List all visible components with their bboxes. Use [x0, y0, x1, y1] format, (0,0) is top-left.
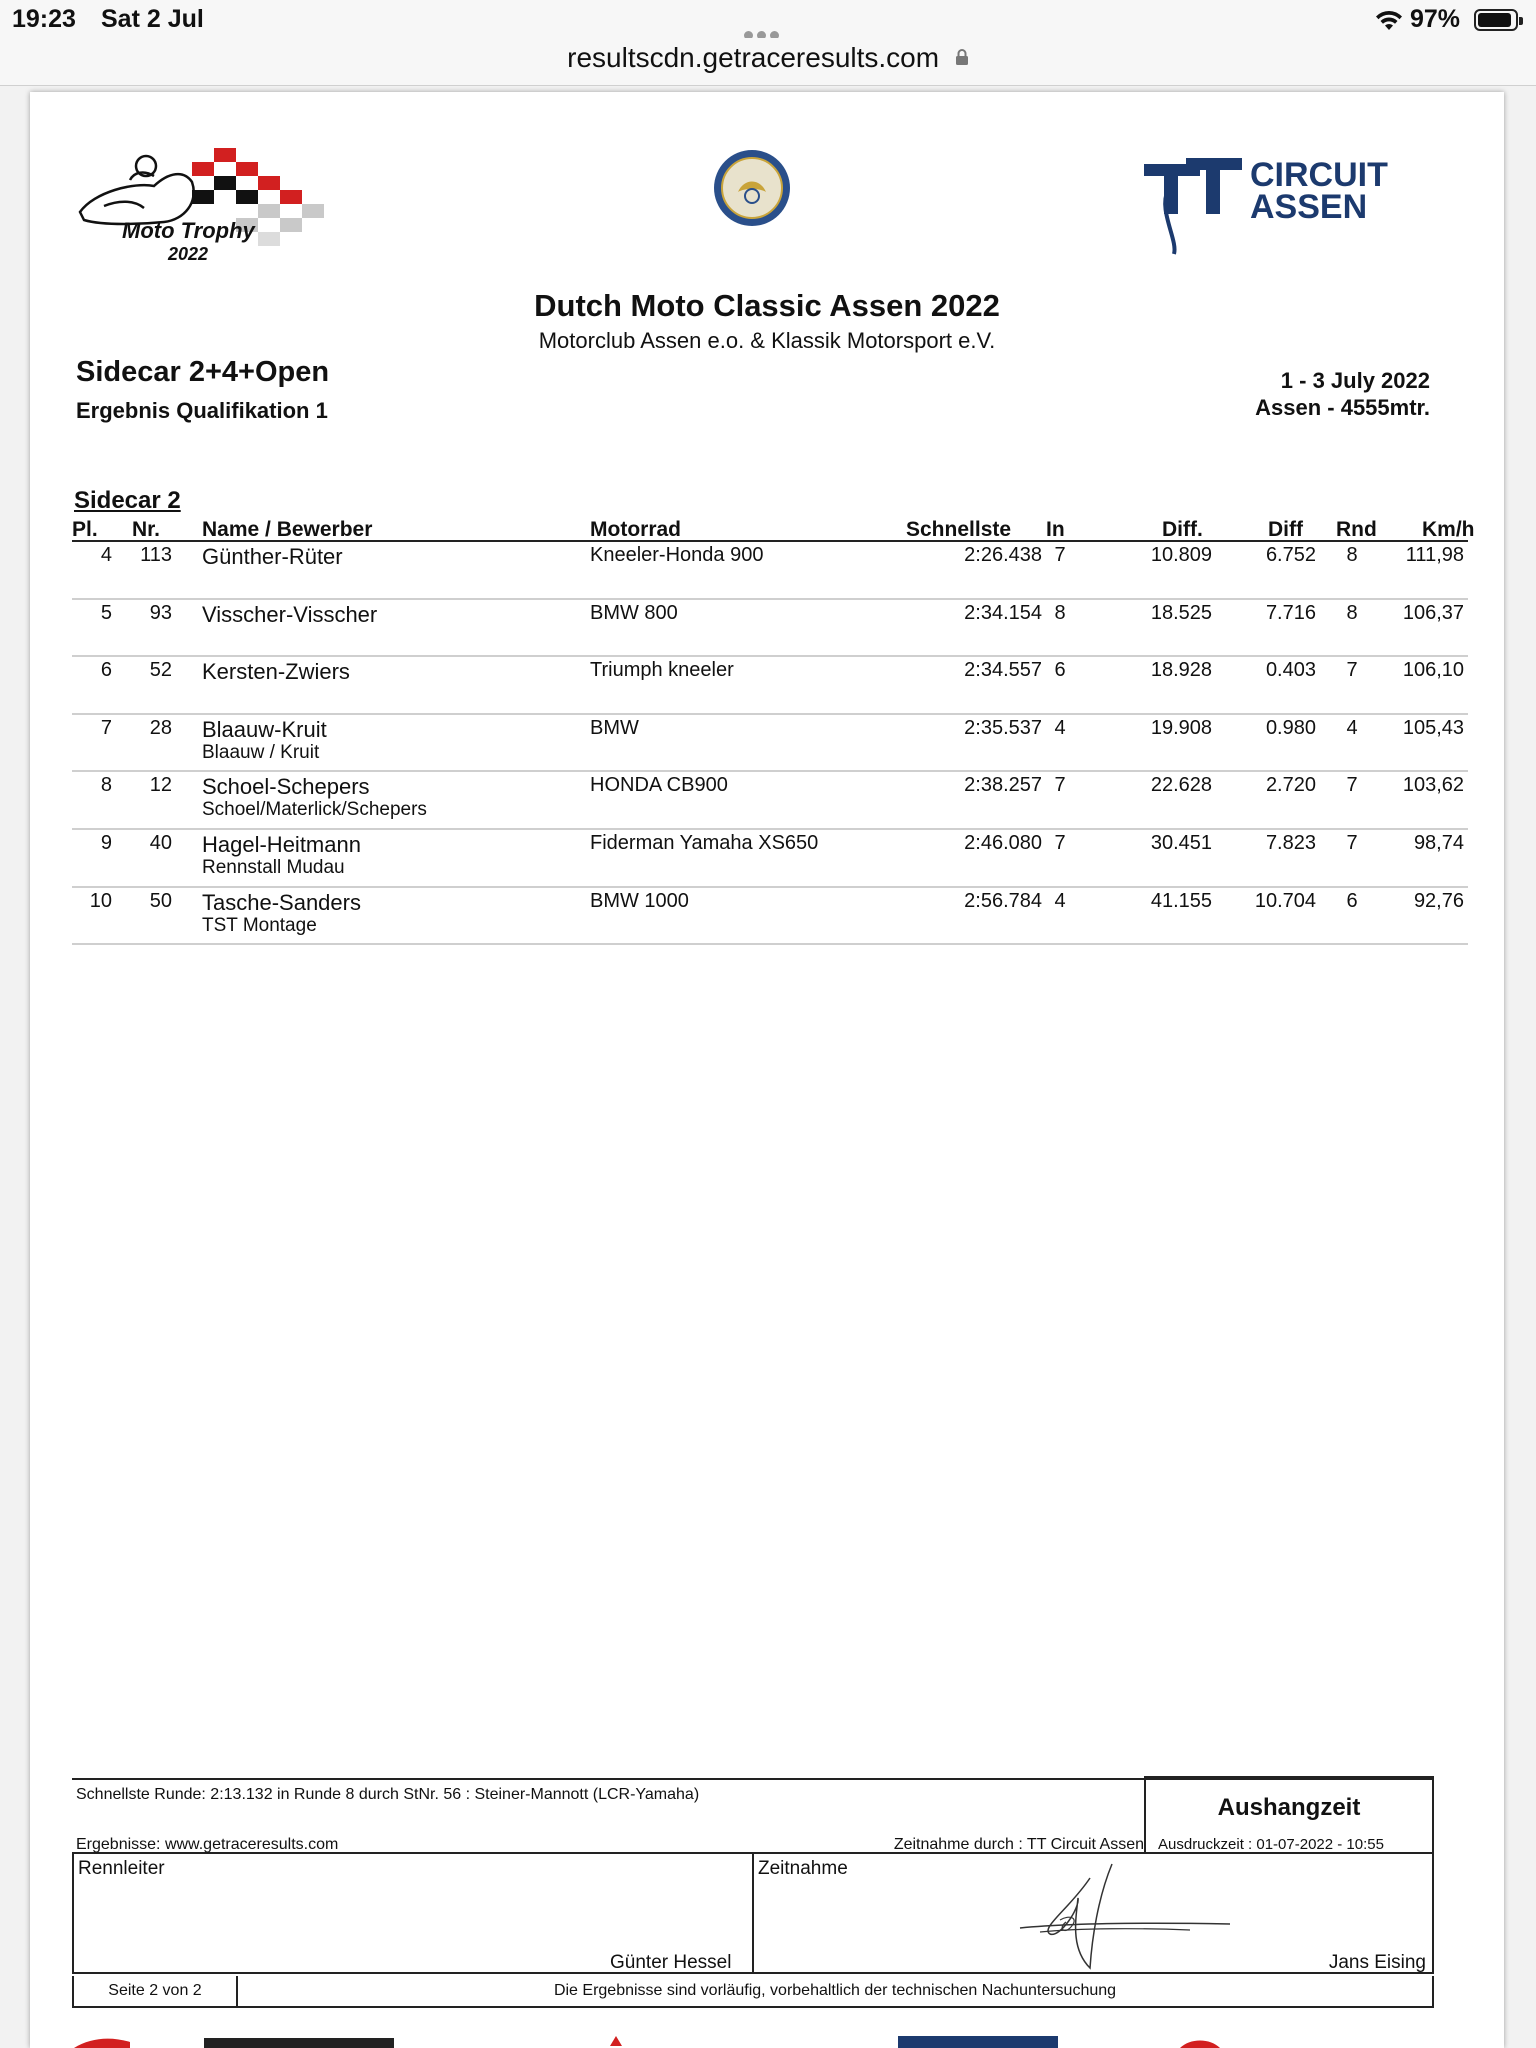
- status-time: 19:23: [12, 5, 76, 33]
- timing-name: Jans Eising: [1328, 1952, 1426, 1973]
- cell-diff1: 22.628: [1150, 774, 1212, 797]
- results-rows: [72, 542, 1468, 945]
- cell-nr: 52: [149, 659, 172, 682]
- cell-bike: BMW 1000: [590, 889, 689, 912]
- cell-diff1: 18.928: [1150, 659, 1212, 682]
- cell-laps: 7: [1346, 659, 1358, 682]
- cell-speed: 106,37: [1402, 601, 1464, 624]
- cell-diff1: 18.525: [1150, 601, 1212, 624]
- cell-speed: 105,43: [1402, 716, 1464, 739]
- lock-icon: [955, 48, 969, 66]
- cell-in: 7: [1054, 544, 1066, 566]
- motorcycle-rider-icon: [80, 156, 194, 224]
- results-document: [30, 92, 1504, 2048]
- cell-bike: Triumph kneeler: [590, 659, 734, 682]
- cell-nr: 40: [149, 831, 172, 854]
- cell-bike: Fiderman Yamaha XS650: [590, 831, 819, 854]
- cell-pl: 8: [100, 774, 112, 797]
- table-row: [72, 772, 1468, 830]
- page-info-box: [72, 1976, 1434, 2008]
- table-row: [72, 542, 1468, 600]
- cell-in: 7: [1054, 774, 1066, 797]
- fastest-lap-text: Schnellste Runde: 2:13.132 in Runde 8 durch StNr. 56 : Steiner-Mannott (LCR-Yamaha): [76, 1786, 700, 1803]
- class-name: Sidecar 2+4+Open: [76, 356, 330, 388]
- cell-name: Kersten-Zwiers: [202, 659, 350, 685]
- header-in: In: [1046, 518, 1065, 541]
- battery-percent: 97%: [1410, 5, 1461, 33]
- cell-bike: HONDA CB900: [590, 774, 728, 797]
- page-number: Seite 2 von 2: [108, 1982, 202, 1999]
- moto-trophy-year: 2022: [168, 244, 209, 264]
- timing-by-text: Zeitnahme durch : TT Circuit Assen: [893, 1836, 1144, 1853]
- cell-best: 2:56.784: [964, 889, 1042, 912]
- cell-laps: 7: [1346, 831, 1358, 854]
- disclaimer: Die Ergebnisse sind vorläufig, vorbehaltlich der technischen Nachuntersuchung: [553, 1982, 1117, 1999]
- cell-bike: BMW 800: [590, 601, 678, 624]
- tt-assen-text: ASSEN: [1250, 188, 1368, 226]
- header-diff2: Diff: [1268, 518, 1303, 541]
- cell-name: Schoel-Schepers: [202, 774, 370, 800]
- tt-circuit-text: CIRCUIT: [1250, 156, 1388, 194]
- header-name: Name / Bewerber: [202, 518, 373, 541]
- cell-pl: 6: [100, 659, 112, 682]
- cell-in: 4: [1054, 889, 1066, 912]
- cell-pl: 7: [100, 716, 112, 739]
- cell-best: 2:35.537: [964, 716, 1042, 739]
- cell-pl: 9: [100, 831, 112, 854]
- url-text[interactable]: resultscdn.getraceresults.com: [567, 41, 940, 73]
- cell-in: 7: [1054, 831, 1066, 854]
- race-director-name: Günter Hessel: [610, 1952, 732, 1973]
- cell-nr: 50: [149, 889, 172, 912]
- cell-name: Günther-Rüter: [202, 544, 343, 569]
- tt-circuit-assen-logo: [1138, 150, 1438, 260]
- timing-label: Zeitnahme: [758, 1858, 848, 1879]
- moto-trophy-logo: [74, 142, 334, 272]
- cell-diff1: 41.155: [1150, 889, 1212, 912]
- header-bike: Motorrad: [590, 518, 681, 541]
- results-url-text: Ergebnisse: www.getraceresults.com: [76, 1836, 339, 1853]
- cell-entrant: Blaauw / Kruit: [202, 741, 320, 763]
- cell-pl: 4: [100, 544, 112, 566]
- battery-icon: [1474, 9, 1518, 31]
- table-row: [72, 600, 1468, 658]
- header-best: Schnellste: [906, 518, 1012, 541]
- cell-in: 4: [1054, 716, 1066, 739]
- header-speed: Km/h: [1422, 518, 1475, 541]
- cell-in: 8: [1054, 601, 1066, 624]
- cell-speed: 103,62: [1402, 774, 1464, 797]
- cell-nr: 12: [149, 774, 172, 797]
- cell-diff1: 30.451: [1150, 831, 1212, 854]
- cell-diff2: 6.752: [1265, 544, 1316, 566]
- cell-laps: 4: [1346, 716, 1358, 739]
- header-nr: Nr.: [132, 518, 161, 541]
- cell-speed: 106,10: [1402, 659, 1464, 682]
- cell-name: Tasche-Sanders: [202, 889, 361, 915]
- aushang-box: [1144, 1776, 1434, 1854]
- cell-pl: 5: [100, 601, 112, 624]
- session-name: Ergebnis Qualifikation 1: [76, 398, 328, 423]
- cell-nr: 113: [140, 544, 172, 566]
- cell-pl: 10: [89, 889, 112, 912]
- cell-laps: 8: [1346, 601, 1358, 624]
- cell-speed: 92,76: [1413, 889, 1464, 912]
- cell-diff1: 10.809: [1150, 544, 1212, 566]
- cell-name: Hagel-Heitmann: [202, 831, 361, 857]
- address-bar[interactable]: [0, 38, 1536, 86]
- group-title: Sidecar 2: [74, 487, 181, 514]
- cell-laps: 7: [1346, 774, 1358, 797]
- cell-laps: 6: [1346, 889, 1358, 912]
- cell-bike: BMW: [590, 716, 639, 739]
- sponsor-logos: [30, 2032, 1504, 2048]
- cell-bike: Kneeler-Honda 900: [590, 544, 764, 566]
- cell-diff2: 0.980: [1265, 716, 1316, 739]
- cell-entrant: Schoel/Materlick/Schepers: [202, 799, 427, 821]
- table-row: [72, 830, 1468, 888]
- cell-best: 2:38.257: [964, 774, 1042, 797]
- cell-in: 6: [1054, 659, 1066, 682]
- cell-best: 2:26.438: [964, 544, 1042, 566]
- tab-options-dots-icon[interactable]: [744, 18, 790, 28]
- event-subtitle: Motorclub Assen e.o. & Klassik Motorsport e.V.: [538, 328, 996, 353]
- print-time: Ausdruckzeit : 01-07-2022 - 10:55: [1158, 1836, 1384, 1853]
- cell-diff2: 7.716: [1265, 601, 1316, 624]
- table-row: [72, 888, 1468, 946]
- status-bar: [0, 0, 1536, 38]
- moto-trophy-text: Moto Trophy: [122, 218, 255, 243]
- event-track: Assen - 4555mtr.: [1255, 395, 1430, 420]
- event-title: Dutch Moto Classic Assen 2022: [534, 288, 1000, 323]
- cell-speed: 98,74: [1413, 831, 1464, 854]
- signature-box: [72, 1854, 1434, 1974]
- cell-nr: 28: [149, 716, 172, 739]
- cell-diff2: 2.720: [1265, 774, 1316, 797]
- table-header: [72, 518, 1475, 542]
- header-laps: Rnd: [1336, 518, 1377, 541]
- cell-diff1: 19.908: [1150, 716, 1212, 739]
- table-row: [72, 715, 1468, 773]
- cell-best: 2:46.080: [964, 831, 1042, 854]
- status-date: Sat 2 Jul: [101, 5, 204, 33]
- results-table: [72, 518, 1475, 945]
- aushang-title: Aushangzeit: [1217, 1794, 1361, 1821]
- cell-name: Visscher-Visscher: [202, 601, 378, 627]
- header-diff1: Diff.: [1162, 518, 1203, 541]
- cell-diff2: 0.403: [1265, 659, 1316, 682]
- url-display[interactable]: [0, 40, 1536, 74]
- cell-name: Blaauw-Kruit: [202, 716, 327, 742]
- cell-best: 2:34.557: [964, 659, 1042, 682]
- cell-diff2: 7.823: [1265, 831, 1316, 854]
- motorclub-seal-logo: [712, 148, 792, 228]
- wifi-icon: [1374, 8, 1404, 32]
- event-date: 1 - 3 July 2022: [1280, 368, 1430, 393]
- cell-nr: 93: [149, 601, 172, 624]
- cell-entrant: Rennstall Mudau: [202, 856, 345, 878]
- cell-diff2: 10.704: [1254, 889, 1316, 912]
- cell-best: 2:34.154: [964, 601, 1042, 624]
- cell-laps: 8: [1346, 544, 1358, 566]
- cell-entrant: TST Montage: [202, 914, 317, 936]
- race-director-label: Rennleiter: [78, 1858, 165, 1879]
- table-row: [72, 657, 1468, 715]
- header-pl: Pl.: [72, 518, 98, 541]
- signature-divider: [752, 1854, 754, 1972]
- handwritten-signature: [1000, 1858, 1230, 1970]
- tt-mark-icon: [1144, 158, 1242, 254]
- cell-speed: 111,98: [1405, 544, 1464, 566]
